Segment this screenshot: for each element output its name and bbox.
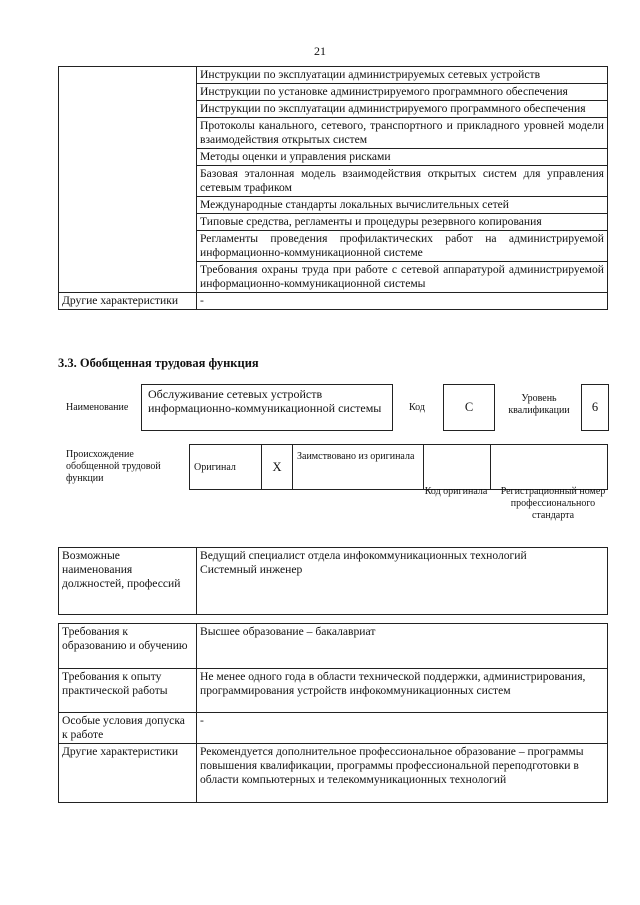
requirement-label: Особые условия допуска к работе bbox=[59, 713, 197, 744]
requirement-value: - bbox=[197, 713, 608, 744]
origin-label: Происхождение обобщенной трудовой функции bbox=[66, 449, 161, 484]
registration-number-caption: Регистрационный номер профессионального стандарта bbox=[500, 486, 606, 521]
code-label: Код bbox=[409, 402, 425, 413]
table-row bbox=[59, 67, 608, 84]
table-row bbox=[59, 669, 608, 713]
registration-number-cell bbox=[491, 445, 608, 490]
table-row bbox=[59, 624, 608, 669]
knowledge-item: Инструкции по эксплуатации администрируемого программного обеспечения bbox=[197, 101, 608, 118]
original-label: Оригинал bbox=[190, 445, 262, 490]
requirement-value: Рекомендуется дополнительное профессиональное образование – программы повышения квалификации, программы профессиональной переподготовки в области компьютерных и телекоммуникационных технологий bbox=[197, 744, 608, 803]
other-characteristics-label: Другие характеристики bbox=[59, 293, 197, 310]
positions-label: Возможные наименования должностей, профессий bbox=[59, 548, 197, 615]
original-mark: X bbox=[262, 445, 293, 490]
position-item: Ведущий специалист отдела инфокоммуникационных технологий bbox=[200, 549, 527, 562]
qualification-level-label: Уровень квалификации bbox=[508, 393, 570, 416]
requirement-label: Требования к опыту практической работы bbox=[59, 669, 197, 713]
code-box: C bbox=[443, 384, 495, 431]
table-row bbox=[190, 445, 608, 490]
table-row bbox=[59, 744, 608, 803]
table-row bbox=[59, 713, 608, 744]
knowledge-item: Требования охраны труда при работе с сетевой аппаратурой администрируемой информационно-коммуникационной системы bbox=[197, 262, 608, 293]
knowledge-item: Протоколы канального, сетевого, транспортного и прикладного уровней модели взаимодействия открытых систем bbox=[197, 118, 608, 149]
origin-table bbox=[189, 444, 608, 490]
empty-cell bbox=[59, 67, 197, 293]
knowledge-table bbox=[58, 66, 608, 310]
requirement-label: Требования к образованию и обучению bbox=[59, 624, 197, 669]
code-original-caption: Код оригинала bbox=[424, 486, 488, 497]
table-row bbox=[59, 293, 608, 310]
requirement-label: Другие характеристики bbox=[59, 744, 197, 803]
positions-table bbox=[58, 547, 608, 615]
requirement-value: Не менее одного года в области технической поддержки, администрирования, программирования устройств инфокоммуникационных систем bbox=[197, 669, 608, 713]
section-heading: 3.3. Обобщенная трудовая функция bbox=[58, 356, 259, 370]
qualification-level-box: 6 bbox=[581, 384, 609, 431]
knowledge-item: Международные стандарты локальных вычислительных сетей bbox=[197, 197, 608, 214]
function-name-box: Обслуживание сетевых устройств информационно-коммуникационной системы bbox=[141, 384, 393, 431]
original-code-cell bbox=[424, 445, 491, 490]
knowledge-item: Базовая эталонная модель взаимодействия открытых систем для управления сетевым трафиком bbox=[197, 166, 608, 197]
other-characteristics-value: - bbox=[197, 293, 608, 310]
table-row bbox=[59, 548, 608, 615]
knowledge-item: Инструкции по установке администрируемого программного обеспечения bbox=[197, 84, 608, 101]
knowledge-item: Инструкции по эксплуатации администрируемых сетевых устройств bbox=[197, 67, 608, 84]
name-label: Наименование bbox=[66, 402, 129, 413]
position-item: Системный инженер bbox=[200, 563, 303, 576]
positions-value bbox=[197, 548, 608, 615]
knowledge-item: Методы оценки и управления рисками bbox=[197, 149, 608, 166]
requirement-value: Высшее образование – бакалавриат bbox=[197, 624, 608, 669]
knowledge-item: Регламенты проведения профилактических работ на администрируемой информационно-коммуникационной системе bbox=[197, 231, 608, 262]
requirements-table bbox=[58, 623, 608, 803]
borrowed-label: Заимствовано из оригинала bbox=[293, 445, 424, 490]
knowledge-item: Типовые средства, регламенты и процедуры резервного копирования bbox=[197, 214, 608, 231]
page-number: 21 bbox=[314, 44, 326, 58]
